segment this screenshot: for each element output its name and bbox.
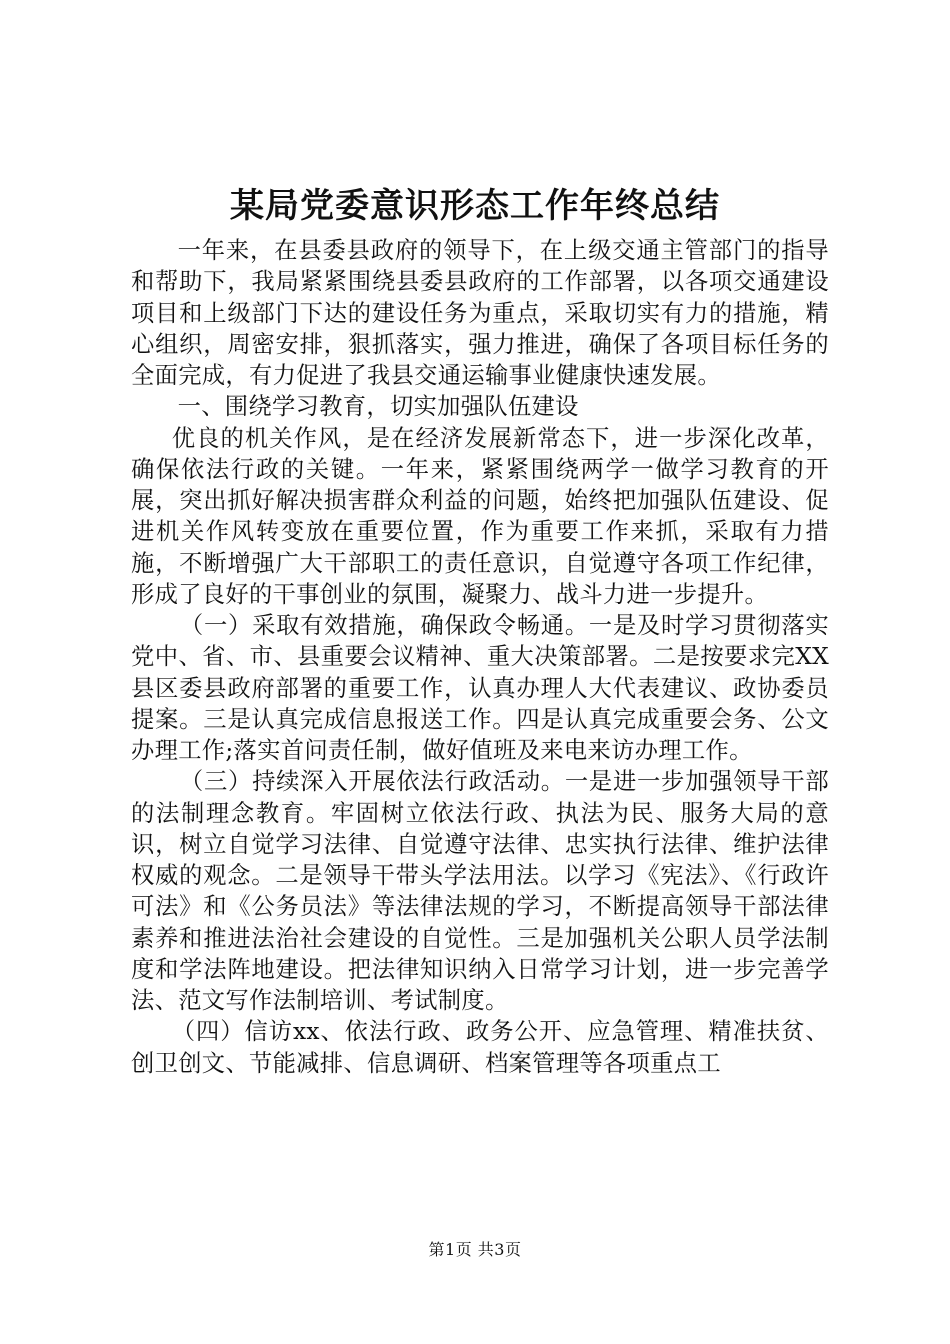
section-heading-1: 一、围绕学习教育，切实加强队伍建设 (177, 393, 579, 421)
subsection-1-paragraph: （一）采取有效措施，确保政令畅通。一是及时学习贯彻落实党中、省、市、县重要会议精神、重大决策部署。二是按要求完XX县区委县政府部署的重要工作，认真办理人大代表建议、政协委员提案。三是认真完成信息报送工作。四是认真完成重要会务、公文办理工作;落实首问责任制，做好值班及来电来访办理工作。 (131, 612, 829, 764)
section-1-paragraph: 优良的机关作风，是在经济发展新常态下，进一步深化改革，确保依法行政的关键。一年来，紧紧围绕两学一做学习教育的开展，突出抓好解决损害群众利益的问题，始终把加强队伍建设、促进机关作风转变放在重要位置，作为重要工作来抓，采取有力措施，不断增强广大干部职工的责任意识，自觉遵守各项工作纪律，形成了良好的干事创业的氛围，凝聚力、战斗力进一步提升。 (131, 424, 829, 608)
document-body (131, 235, 829, 1079)
page-number-footer: 第1页 共3页 (428, 1240, 522, 1259)
subsection-3-paragraph: （三）持续深入开展依法行政活动。一是进一步加强领导干部的法制理念教育。牢固树立依法行政、执法为民、服务大局的意识，树立自觉学习法律、自觉遵守法律、忠实执行法律、维护法律权威的观念。二是领导干带头学法用法。以学习《宪法》、《行政许可法》和《公务员法》等法律法规的学习，不断提高领导干部法律素养和推进法治社会建设的自觉性。三是加强机关公职人员学法制度和学法阵地建设。把法律知识纳入日常学习计划，进一步完善学法、范文写作法制培训、考试制度。 (131, 768, 829, 1014)
subsection-4-paragraph: （四）信访xx、依法行政、政务公开、应急管理、精准扶贫、创卫创文、节能减排、信息调研、档案管理等各项重点工 (131, 1018, 829, 1077)
document-title: 某局党委意识形态工作年终总结 (230, 186, 720, 226)
intro-paragraph: 一年来，在县委县政府的领导下，在上级交通主管部门的指导和帮助下，我局紧紧围绕县委县政府的工作部署，以各项交通建设项目和上级部门下达的建设任务为重点，采取切实有力的措施，精心组织，周密安排，狠抓落实，强力推进，确保了各项目标任务的全面完成，有力促进了我县交通运输事业健康快速发展。 (131, 237, 829, 389)
